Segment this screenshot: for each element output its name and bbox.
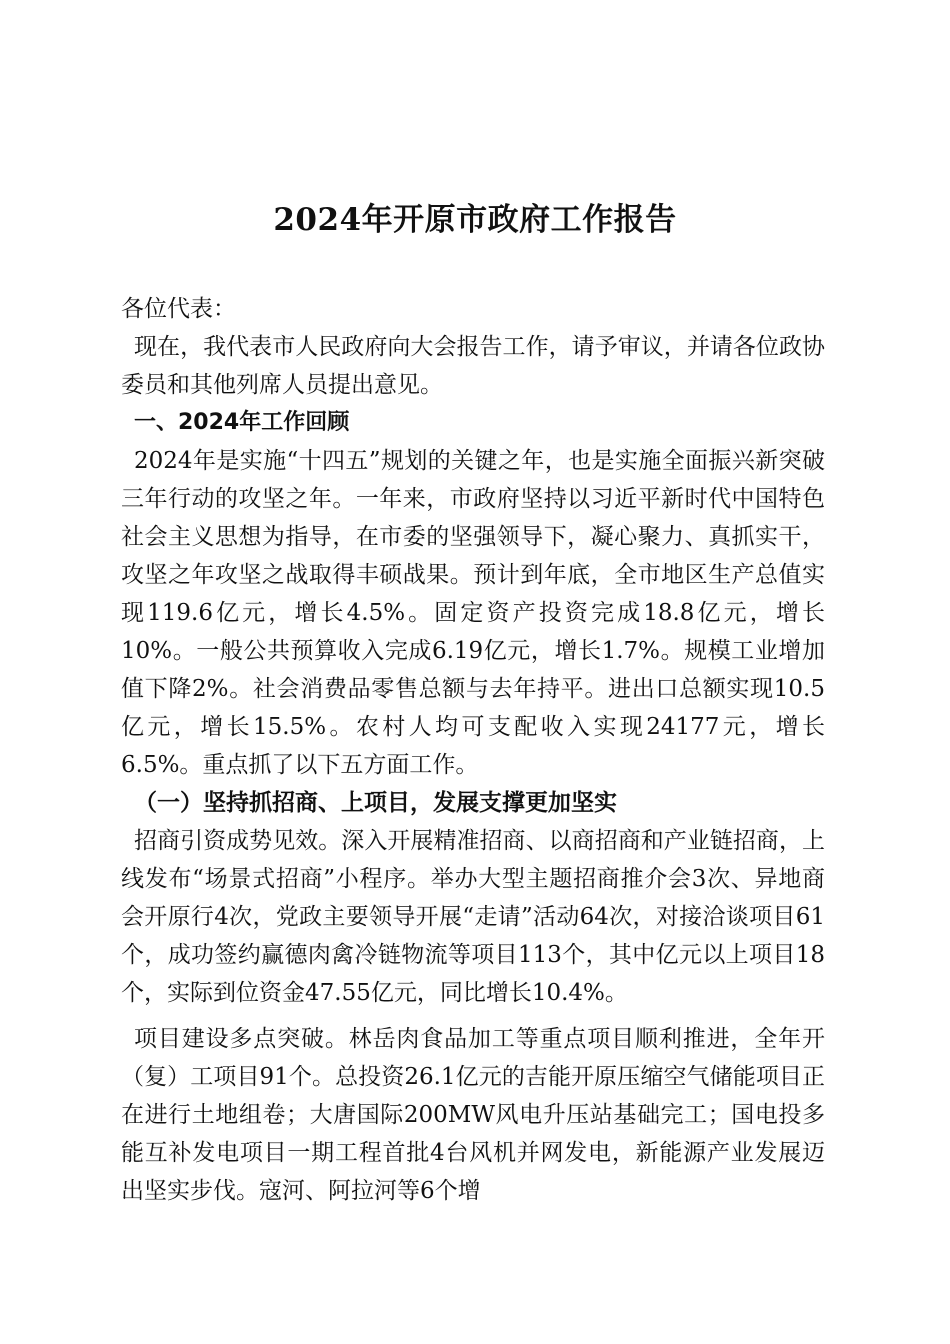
document-body xyxy=(121,290,825,1210)
document-title: 2024年开原市政府工作报告 xyxy=(273,202,677,238)
investment-paragraph: 招商引资成势见效。深入开展精准招商、以商招商和产业链招商，上线发布“场景式招商”小程序。举办大型主题招商推介会3次、异地商会开原行4次，党政主要领导开展“走请”活动64次，对接洽谈项目61个，成功签约赢德肉禽冷链物流等项目113个，其中亿元以上项目18个，实际到位资金47.55亿元，同比增长10.4%。 xyxy=(121,828,825,1006)
projects-paragraph: 项目建设多点突破。林岳肉食品加工等重点项目顺利推进，全年开（复）工项目91个。总投资26.1亿元的吉能开原压缩空气储能项目正在进行土地组卷；大唐国际200MW风电升压站基础完工；国电投多能互补发电项目一期工程首批4台风机并网发电，新能源产业发展迈出坚实步伐。寇河、阿拉河等6个增 xyxy=(121,1026,825,1204)
review-paragraph: 2024年是实施“十四五”规划的关键之年，也是实施全面振兴新突破三年行动的攻坚之年。一年来，市政府坚持以习近平新时代中国特色社会主义思想为指导，在市委的坚强领导下，凝心聚力、真抓实干，攻坚之年攻坚之战取得丰硕战果。预计到年底，全市地区生产总值实现119.6亿元，增长4.5%。固定资产投资完成18.8亿元，增长10%。一般公共预算收入完成6.19亿元，增长1.7%。规模工业增加值下降2%。社会消费品零售总额与去年持平。进出口总额实现10.5亿元，增长15.5%。农村人均可支配收入实现24177元，增长6.5%。重点抓了以下五方面工作。 xyxy=(121,448,825,778)
subsection-heading-investment: （一）坚持抓招商、上项目，发展支撑更加坚实 xyxy=(134,789,617,816)
section-heading-review: 一、2024年工作回顾 xyxy=(134,410,350,435)
salutation: 各位代表： xyxy=(121,296,236,322)
intro-paragraph: 现在，我代表市人民政府向大会报告工作，请予审议，并请各位政协委员和其他列席人员提出意见。 xyxy=(121,334,825,398)
